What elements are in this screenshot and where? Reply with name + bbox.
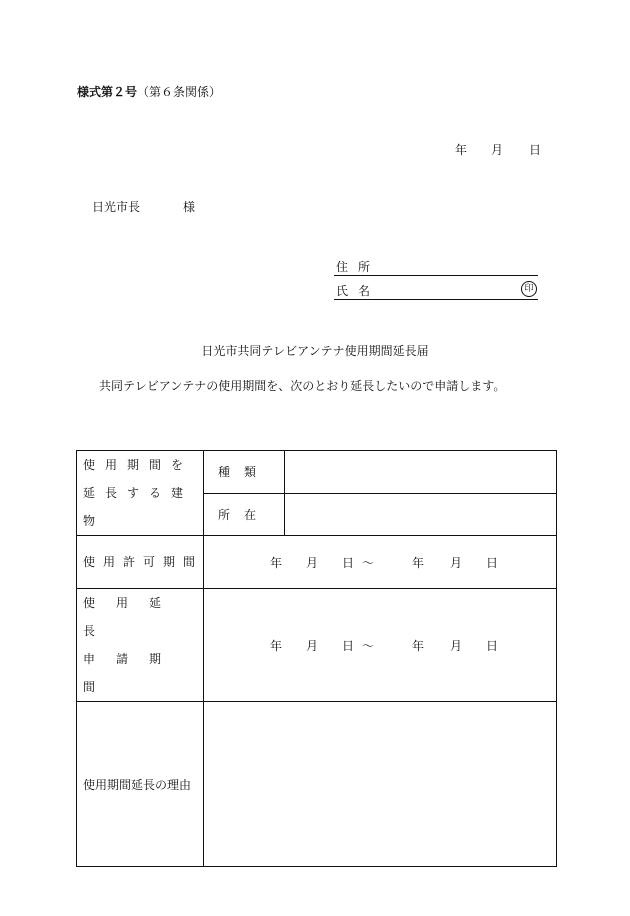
permitted-period-label: 使用許可期間 bbox=[77, 536, 204, 589]
form-number-label: 様式第２号 bbox=[77, 85, 138, 99]
building-label-line2: 延長する建物 bbox=[83, 486, 194, 528]
period-year2: 年 bbox=[412, 555, 425, 570]
period-tilde: ～ bbox=[362, 638, 375, 653]
permitted-period-input[interactable] bbox=[204, 536, 557, 589]
addressee bbox=[92, 198, 195, 215]
location-label: 所在 bbox=[204, 493, 285, 536]
extension-period-value bbox=[204, 637, 556, 654]
period-day2: 日 bbox=[486, 638, 499, 653]
extension-label-cell bbox=[77, 589, 204, 702]
application-table bbox=[76, 450, 557, 867]
reason-label: 使用期間延長の理由 bbox=[77, 702, 204, 867]
name-label: 氏名 bbox=[336, 284, 381, 298]
reason-input[interactable] bbox=[204, 702, 557, 867]
addressee-name: 日光市長 bbox=[92, 200, 141, 214]
address-field[interactable] bbox=[334, 258, 538, 276]
building-label-line1: 使用期間を bbox=[83, 458, 194, 472]
period-year2: 年 bbox=[412, 638, 425, 653]
form-number bbox=[77, 83, 221, 100]
permitted-period-value bbox=[204, 554, 556, 571]
period-year: 年 bbox=[270, 638, 283, 653]
date-day: 日 bbox=[529, 143, 542, 157]
seal-mark: 印 bbox=[521, 281, 537, 297]
address-label: 住所 bbox=[336, 260, 381, 274]
date-year: 年 bbox=[455, 143, 468, 157]
name-field[interactable] bbox=[334, 282, 538, 300]
type-label: 種類 bbox=[204, 451, 285, 494]
period-year: 年 bbox=[270, 555, 283, 570]
period-day2: 日 bbox=[486, 555, 499, 570]
extension-label-line1: 使用延長 bbox=[83, 596, 183, 638]
date-month: 月 bbox=[491, 143, 504, 157]
period-day: 日 bbox=[342, 555, 355, 570]
document-title: 日光市共同テレビアンテナ使用期間延長届 bbox=[201, 344, 429, 358]
form-reference: （第６条関係） bbox=[137, 85, 222, 99]
extension-period-input[interactable] bbox=[204, 589, 557, 702]
building-label-cell bbox=[77, 451, 204, 536]
period-month2: 月 bbox=[450, 638, 463, 653]
location-input[interactable] bbox=[285, 493, 557, 536]
period-month: 月 bbox=[306, 555, 319, 570]
period-day: 日 bbox=[342, 638, 355, 653]
submission-date bbox=[455, 141, 541, 158]
period-month: 月 bbox=[306, 638, 319, 653]
intro-text: 共同テレビアンテナの使用期間を、次のとおり延長したいので申請します。 bbox=[99, 379, 506, 393]
addressee-honorific: 様 bbox=[183, 200, 196, 214]
period-tilde: ～ bbox=[362, 555, 375, 570]
extension-label-line2: 申請期間 bbox=[83, 652, 183, 694]
period-month2: 月 bbox=[450, 555, 463, 570]
type-input[interactable] bbox=[285, 451, 557, 494]
